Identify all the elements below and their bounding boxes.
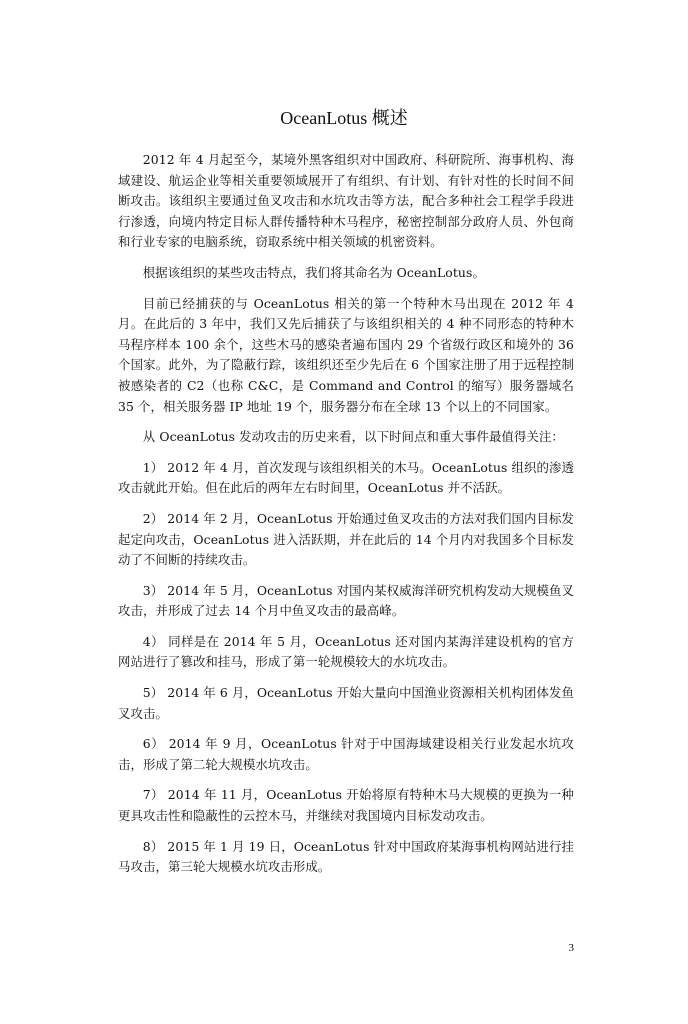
- paragraph-intro: 2012 年 4 月起至今，某境外黑客组织对中国政府、科研院所、海事机构、海域建设、航运企业等相关重要领域展开了有组织、有计划、有针对性的长时间不间断攻击。该组织主要通过鱼叉攻击和水坑攻击等方法，配合多种社会工程学手段进行渗透，向境内特定目标人群传播特种木马程序，秘密控制部分政府人员、外包商和行业专家的电脑系统，窃取系统中相关领域的机密资料。: [118, 152, 574, 250]
- timeline-item-5: 5） 2014 年 6 月，OceanLotus 开始大量向中国渔业资源相关机构团体发鱼叉攻击。: [118, 685, 574, 721]
- paragraph-naming: 根据该组织的某些攻击特点，我们将其命名为 OceanLotus。: [142, 264, 485, 280]
- timeline-item-8: 8） 2015 年 1 月 19 日，OceanLotus 针对中国政府某海事机构网站进行挂马攻击，第三轮大规模水坑攻击形成。: [118, 838, 574, 875]
- page-number: 3: [568, 942, 574, 954]
- timeline-item-6: 6） 2014 年 9 月，OceanLotus 针对于中国海域建设相关行业发起水坑攻击，形成了第二轮大规模水坑攻击。: [118, 736, 574, 772]
- timeline-item-4: 4） 同样是在 2014 年 5 月，OceanLotus 还对国内某海洋建设机构的官方网站进行了篡改和挂马，形成了第一轮规模较大的水坑攻击。: [118, 633, 574, 670]
- timeline-item-1: 1） 2012 年 4 月，首次发现与该组织相关的木马。OceanLotus 组织的渗透攻击就此开始。但在此后的两年左右时间里，OceanLotus 并不活跃。: [118, 459, 574, 496]
- paragraph-trojan-summary: 目前已经捕获的与 OceanLotus 相关的第一个特种木马出现在 2012 年 4 月。在此后的 3 年中，我们又先后捕获了与该组织相关的 4 种不同形态的特种木马程序样本 100 余个，这些木马的感染者遍布国内 29 个省级行政区和境外的 36 个国家。此外，为了隐蔽行踪，该组织还至少先后在 6 个国家注册了用于远程控制被感染者的 C2（也称 C&C，是 Command and Control 的缩写）服务器域名 35 个，相关服务器 IP 地址 19 个，服务器分布在全球 13 个以上的不同国家。: [118, 295, 574, 414]
- timeline-item-3: 3） 2014 年 5 月，OceanLotus 对国内某权威海洋研究机构发动大规模鱼叉攻击，并形成了过去 14 个月中鱼叉攻击的最高峰。: [118, 582, 574, 619]
- document-body: [118, 150, 574, 888]
- page-title: OceanLotus 概述: [280, 108, 408, 128]
- timeline-item-2: 2） 2014 年 2 月，OceanLotus 开始通过鱼叉攻击的方法对我们国内目标发起定向攻击，OceanLotus 进入活跃期，并在此后的 14 个月内对我国多个目标发动了不间断的持续攻击。: [118, 510, 574, 568]
- paragraph-timeline-intro: 从 OceanLotus 发动攻击的历史来看，以下时间点和重大事件最值得关注：: [142, 429, 564, 445]
- timeline-item-7: 7） 2014 年 11 月，OceanLotus 开始将原有特种木马大规模的更换为一种更具攻击性和隐蔽性的云控木马，并继续对我国境内目标发动攻击。: [118, 787, 574, 824]
